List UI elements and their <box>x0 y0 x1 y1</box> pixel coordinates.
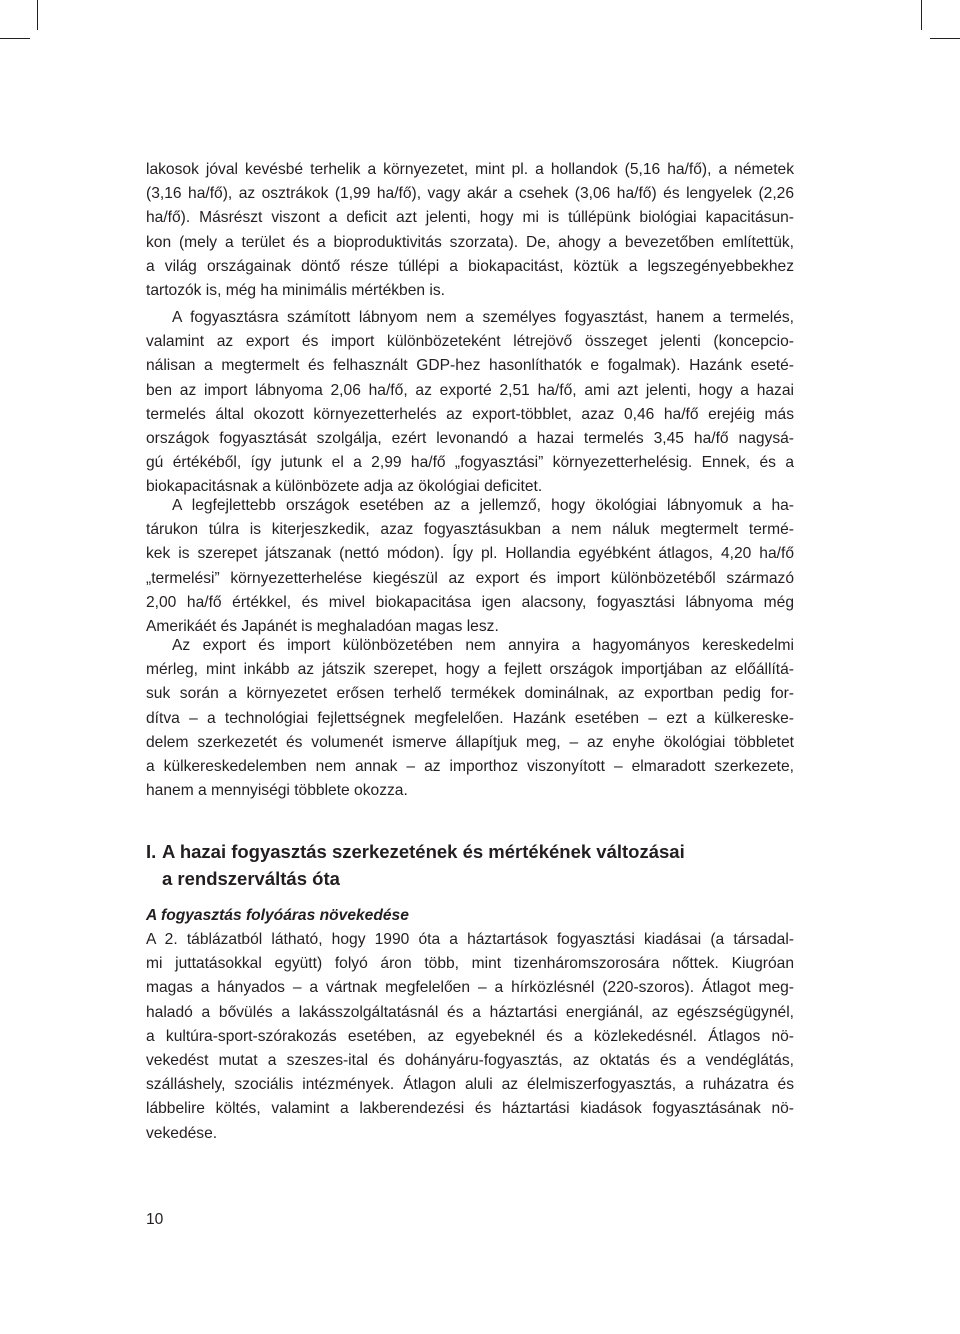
text-line: mi juttatásokkal együtt) folyó áron több, mint tizenháromszorosára nőttek. Kiugróan <box>146 955 794 973</box>
text-line: magas a hányados – a vártnak megfelelően – a hírközlésnél (220-szoros). Átlagot meg- <box>146 979 794 997</box>
text-line: kon (mely a terület és a bioproduktivitás szorzata). De, ahogy a bevezetőben említettük, <box>146 233 794 251</box>
subsection-title: A fogyasztás folyóáras növekedése <box>146 907 409 924</box>
crop-mark-top-right <box>921 0 922 30</box>
text-line: ben az import lábnyoma 2,06 ha/fő, az exporté 2,51 ha/fő, ami azt jelenti, hogy a hazai <box>146 381 794 399</box>
text-line: „termelési” környezetterhelése kiegészül az export és import különbözetéből származó <box>146 569 794 587</box>
text-line: a kultúra-sport-szórakozás esetében, az egyebeknél és a közlekedésnél. Átlagos nö- <box>146 1027 794 1045</box>
chapter-title-line-2: a rendszerváltás óta <box>162 868 340 889</box>
text-line: lábbelire költés, valamint a lakberendezési és háztartási kiadások fogyasztásának nö- <box>146 1100 794 1118</box>
text-line: Amerikáét és Japánét is meghaladóan magas lesz. <box>146 618 499 636</box>
chapter-title <box>146 838 685 892</box>
text-line: hanem a mennyiségi többlete okozza. <box>146 782 408 800</box>
text-line: suk során a környezetet erősen terhelő termékek dominálnak, az exportban pedig for- <box>146 685 794 703</box>
text-line: szálláshely, szociális intézmények. Átlagon aluli az élelmiszerfogyasztás, a ruházatra és <box>146 1076 794 1094</box>
crop-mark-top-left-horizontal <box>0 38 30 39</box>
text-line: dítva – a technológiai fejlettségnek megfelelően. Hazánk esetében – ezt a külkereske- <box>146 709 794 727</box>
text-line: delem szerkezetét és volumenét ismerve állapítjuk meg, – az enyhe ökológiai többletet <box>146 733 794 751</box>
text-line: a külkereskedelemben nem annak – az importhoz viszonyított – elmaradott szerkezete, <box>146 758 794 776</box>
text-line: tárukon túlra is kiterjeszkedik, azaz fogyasztásukban a nem náluk megtermelt termé- <box>146 521 794 539</box>
text-line: kek is szerepet játszanak (nettó módon). Így pl. Hollandia egyébként átlagos, 4,20 ha/fő <box>146 545 794 563</box>
text-line: (3,16 ha/fő), az osztrákok (1,99 ha/fő), vagy akár a csehek (3,06 ha/fő) és lengyelek (2,26 <box>146 185 794 203</box>
text-line: lakosok jóval kevésbé terhelik a környezetet, mint pl. a hollandok (5,16 ha/fő), a németek <box>146 161 794 178</box>
text-line: haladó a bővülés a lakásszolgáltatásnál és a háztartási energiánál, az egészségügynél, <box>146 1003 794 1021</box>
paragraph-5 <box>146 928 794 1146</box>
text-line: valamint az export és import különbözeteként létrejövő összeget jelenti (koncepcio- <box>146 333 794 351</box>
text-line: biokapacitásnak a különbözete adja az ökológiai deficitet. <box>146 478 543 496</box>
text-line: A 2. táblázatból látható, hogy 1990 óta a háztartások fogyasztási kiadásai (a társadal- <box>146 931 794 948</box>
text-line: országok fogyasztását szolgálja, ezért levonandó a hazai termelés 3,45 ha/fő nagysá- <box>146 430 794 448</box>
paragraph-2 <box>146 306 794 500</box>
text-line: A fogyasztásra számított lábnyom nem a személyes fogyasztást, hanem a termelés, <box>172 309 794 326</box>
crop-mark-top-right-horizontal <box>930 38 960 39</box>
text-line: mérleg, mint inkább az játszik szerepet, hogy a fejlett országok importjában az előállítá- <box>146 661 794 679</box>
text-line: A legfejlettebb országok esetében az a jellemző, hogy ökológiai lábnyomuk a ha- <box>172 497 794 514</box>
text-line: a világ országainak döntő része túllépi a biokapacitást, köztük a legszegényebbekhez <box>146 257 794 275</box>
page-number: 10 <box>146 1211 164 1228</box>
text-line: ha/fő). Másrészt viszont a deficit azt jelenti, hogy mi is túllépünk biológiai kapacitásun- <box>146 209 794 227</box>
text-line: termelés által okozott környezetterhelés az export-többlet, azaz 0,46 ha/fő erejéig más <box>146 405 794 423</box>
chapter-number: I. <box>146 841 157 862</box>
chapter-title-line-1: A hazai fogyasztás szerkezetének és mértékének változásai <box>162 841 685 862</box>
paragraph-3 <box>146 494 794 639</box>
text-line: vekedést mutat a szeszes-ital és dohányáru-fogyasztás, az oktatás és a vendéglátás, <box>146 1052 794 1070</box>
crop-mark-top-left <box>37 0 38 30</box>
text-line: gú értékéből, így jutunk el a 2,99 ha/fő „fogyasztási” környezetterhelésig. Ennek, és a <box>146 454 794 472</box>
paragraph-1 <box>146 158 794 303</box>
paragraph-4 <box>146 634 794 803</box>
text-line: tartozók is, még ha minimális mértékben is. <box>146 282 445 300</box>
text-line: 2,00 ha/fő értékkel, és mivel biokapacitása igen alacsony, fogyasztási lábnyoma még <box>146 593 794 611</box>
text-line: vekedése. <box>146 1124 218 1142</box>
text-line: nálisan a megtermelt és felhasznált GDP-hez hasonlíthatók e fogalmak). Hazánk eseté- <box>146 357 794 375</box>
text-line: Az export és import különbözetében nem annyira a hagyományos kereskedelmi <box>172 637 794 654</box>
